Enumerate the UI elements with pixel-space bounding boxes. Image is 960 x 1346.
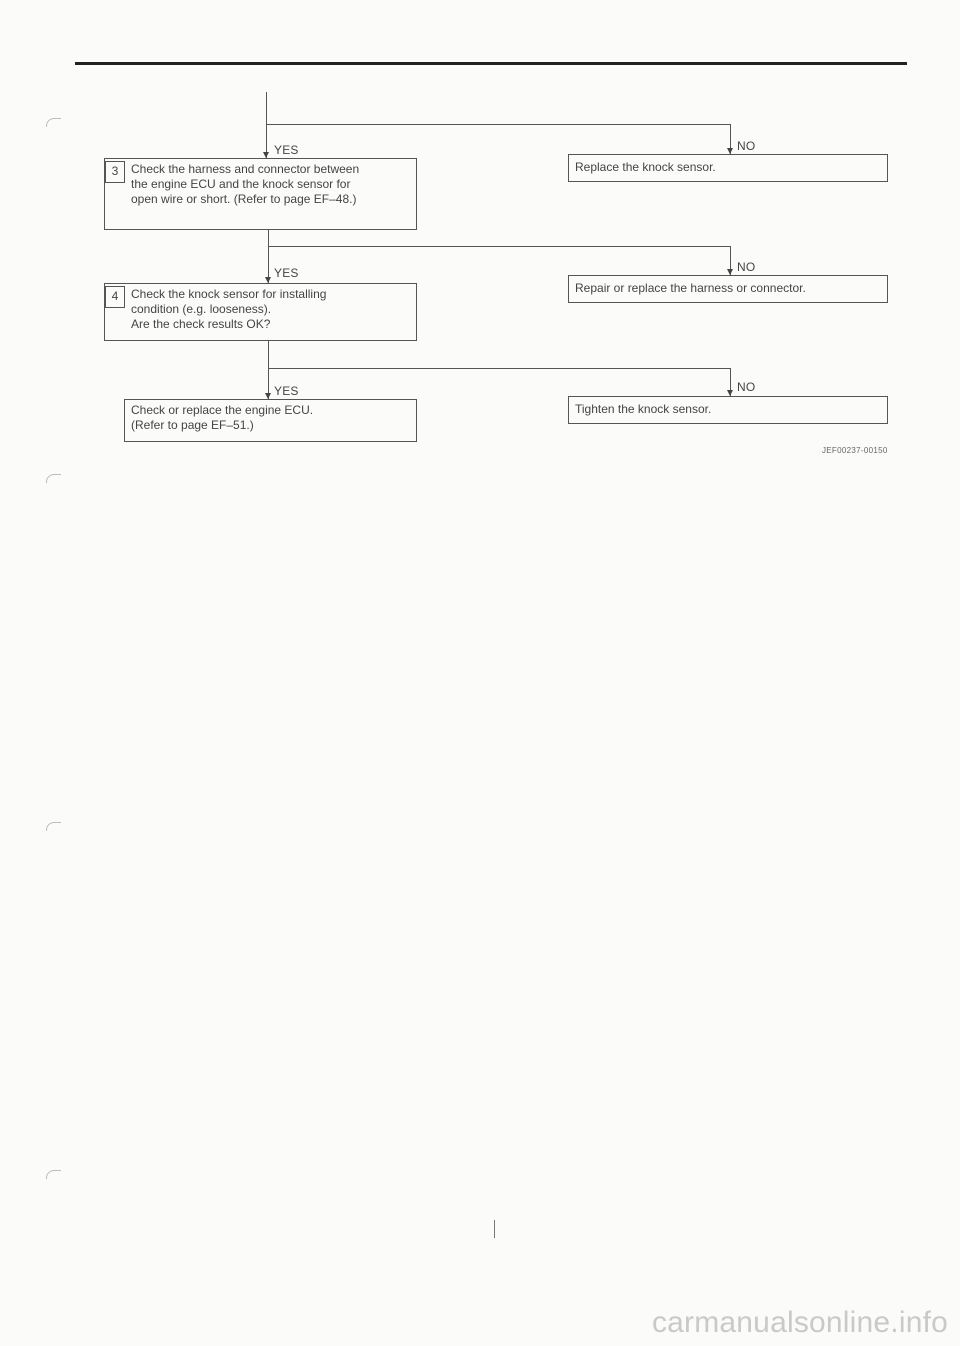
margin-mark bbox=[46, 1170, 61, 1179]
margin-mark bbox=[46, 474, 61, 483]
connector-line bbox=[268, 246, 730, 247]
no-action-1-text: Replace the knock sensor. bbox=[575, 160, 716, 174]
step-4-number: 4 bbox=[105, 286, 125, 308]
watermark: carmanualsonline.info bbox=[651, 1306, 948, 1339]
step-4-box bbox=[104, 283, 417, 341]
no-label: NO bbox=[737, 380, 756, 394]
figure-reference: JEF00237-00150 bbox=[822, 446, 888, 455]
header-rule bbox=[75, 62, 907, 65]
step-number-cell bbox=[105, 284, 125, 340]
step-3-box bbox=[104, 158, 417, 230]
no-action-box-2 bbox=[568, 275, 888, 303]
yes-label: YES bbox=[274, 143, 299, 157]
step-number-cell bbox=[105, 159, 125, 229]
yes-label: YES bbox=[274, 384, 299, 398]
margin-mark bbox=[46, 118, 61, 127]
connector-line bbox=[266, 92, 267, 158]
no-action-3-text: Tighten the knock sensor. bbox=[575, 402, 712, 416]
final-action-box bbox=[124, 399, 417, 442]
connector-line bbox=[268, 341, 269, 399]
no-action-box-3 bbox=[568, 396, 888, 424]
no-action-box-1 bbox=[568, 154, 888, 182]
margin-mark bbox=[46, 822, 61, 831]
step-4-text: Check the knock sensor for installing condition (e.g. looseness). Are the check results OK? bbox=[131, 287, 327, 331]
page-mark bbox=[494, 1220, 495, 1238]
step-3-text: Check the harness and connector between the engine ECU and the knock sensor for open wire or short. (Refer to page EF–48.) bbox=[131, 162, 360, 206]
connector-line bbox=[268, 230, 269, 283]
no-label: NO bbox=[737, 139, 756, 153]
no-label: NO bbox=[737, 260, 756, 274]
final-action-text: Check or replace the engine ECU. (Refer to page EF–51.) bbox=[131, 403, 314, 432]
connector-line bbox=[266, 124, 730, 125]
connector-line bbox=[268, 368, 730, 369]
step-3-number: 3 bbox=[105, 161, 125, 183]
yes-label: YES bbox=[274, 266, 299, 280]
no-action-2-text: Repair or replace the harness or connector. bbox=[575, 281, 806, 295]
